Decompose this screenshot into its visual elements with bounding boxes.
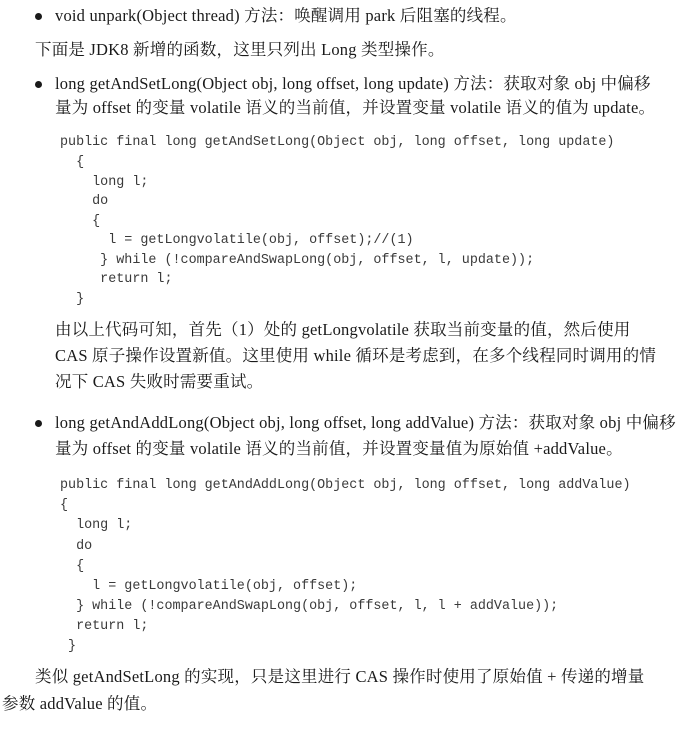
bullet-marker (35, 420, 42, 427)
code-line: return l; (60, 272, 173, 287)
explanation-paragraph-line: 况下 CAS 失败时需要重试。 (55, 372, 264, 391)
bullet-getandaddlong-line2: 量为 offset 的变量 volatile 语义的当前值，并设置变量值为原始值 +addValue。 (55, 439, 623, 458)
code-line: } while (!compareAndSwapLong(obj, offset, l, l + addValue)); (60, 599, 559, 614)
code-line: long l; (60, 175, 149, 190)
explanation-paragraph-line: 类似 getAndSetLong 的实现，只是这里进行 CAS 操作时使用了原始值 + 传递的增量 (35, 667, 645, 686)
code-line: l = getLongvolatile(obj, offset);//(1) (60, 233, 414, 248)
bullet-marker (35, 81, 42, 88)
bullet-getandaddlong-line1: long getAndAddLong(Object obj, long offset, long addValue) 方法：获取对象 obj 中偏移 (55, 413, 676, 432)
code-line: { (60, 498, 69, 513)
code-line: } while (!compareAndSwapLong(obj, offset, l, update)); (60, 253, 535, 268)
code-line: return l; (60, 619, 149, 634)
code-line: } (60, 292, 85, 307)
code-line: { (60, 155, 85, 170)
code-line: { (60, 214, 101, 229)
explanation-paragraph-line: 参数 addValue 的值。 (2, 694, 158, 713)
code-line: l = getLongvolatile(obj, offset); (60, 579, 358, 594)
bullet-marker (35, 13, 42, 20)
bullet-getandsetlong-line2: 量为 offset 的变量 volatile 语义的当前值，并设置变量 volatile 语义的值为 update。 (55, 98, 656, 117)
code-line: public final long getAndAddLong(Object obj, long offset, long addValue) (60, 478, 631, 493)
code-line: { (60, 559, 85, 574)
code-line: do (60, 539, 93, 554)
code-line: long l; (60, 518, 133, 533)
code-line: do (60, 194, 109, 209)
explanation-paragraph-line: 由以上代码可知，首先（1）处的 getLongvolatile 获取当前变量的值，然后使用 (55, 320, 631, 339)
code-line: } (60, 639, 77, 654)
bullet-getandsetlong-line1: long getAndSetLong(Object obj, long offset, long update) 方法：获取对象 obj 中偏移 (55, 74, 651, 93)
explanation-paragraph-line: CAS 原子操作设置新值。这里使用 while 循环是考虑到，在多个线程同时调用的情 (55, 346, 657, 365)
bullet-unpark-text: void unpark(Object thread) 方法：唤醒调用 park 后阻塞的线程。 (55, 6, 517, 25)
intro-paragraph: 下面是 JDK8 新增的函数，这里只列出 Long 类型操作。 (35, 40, 445, 59)
code-line: public final long getAndSetLong(Object obj, long offset, long update) (60, 135, 615, 150)
